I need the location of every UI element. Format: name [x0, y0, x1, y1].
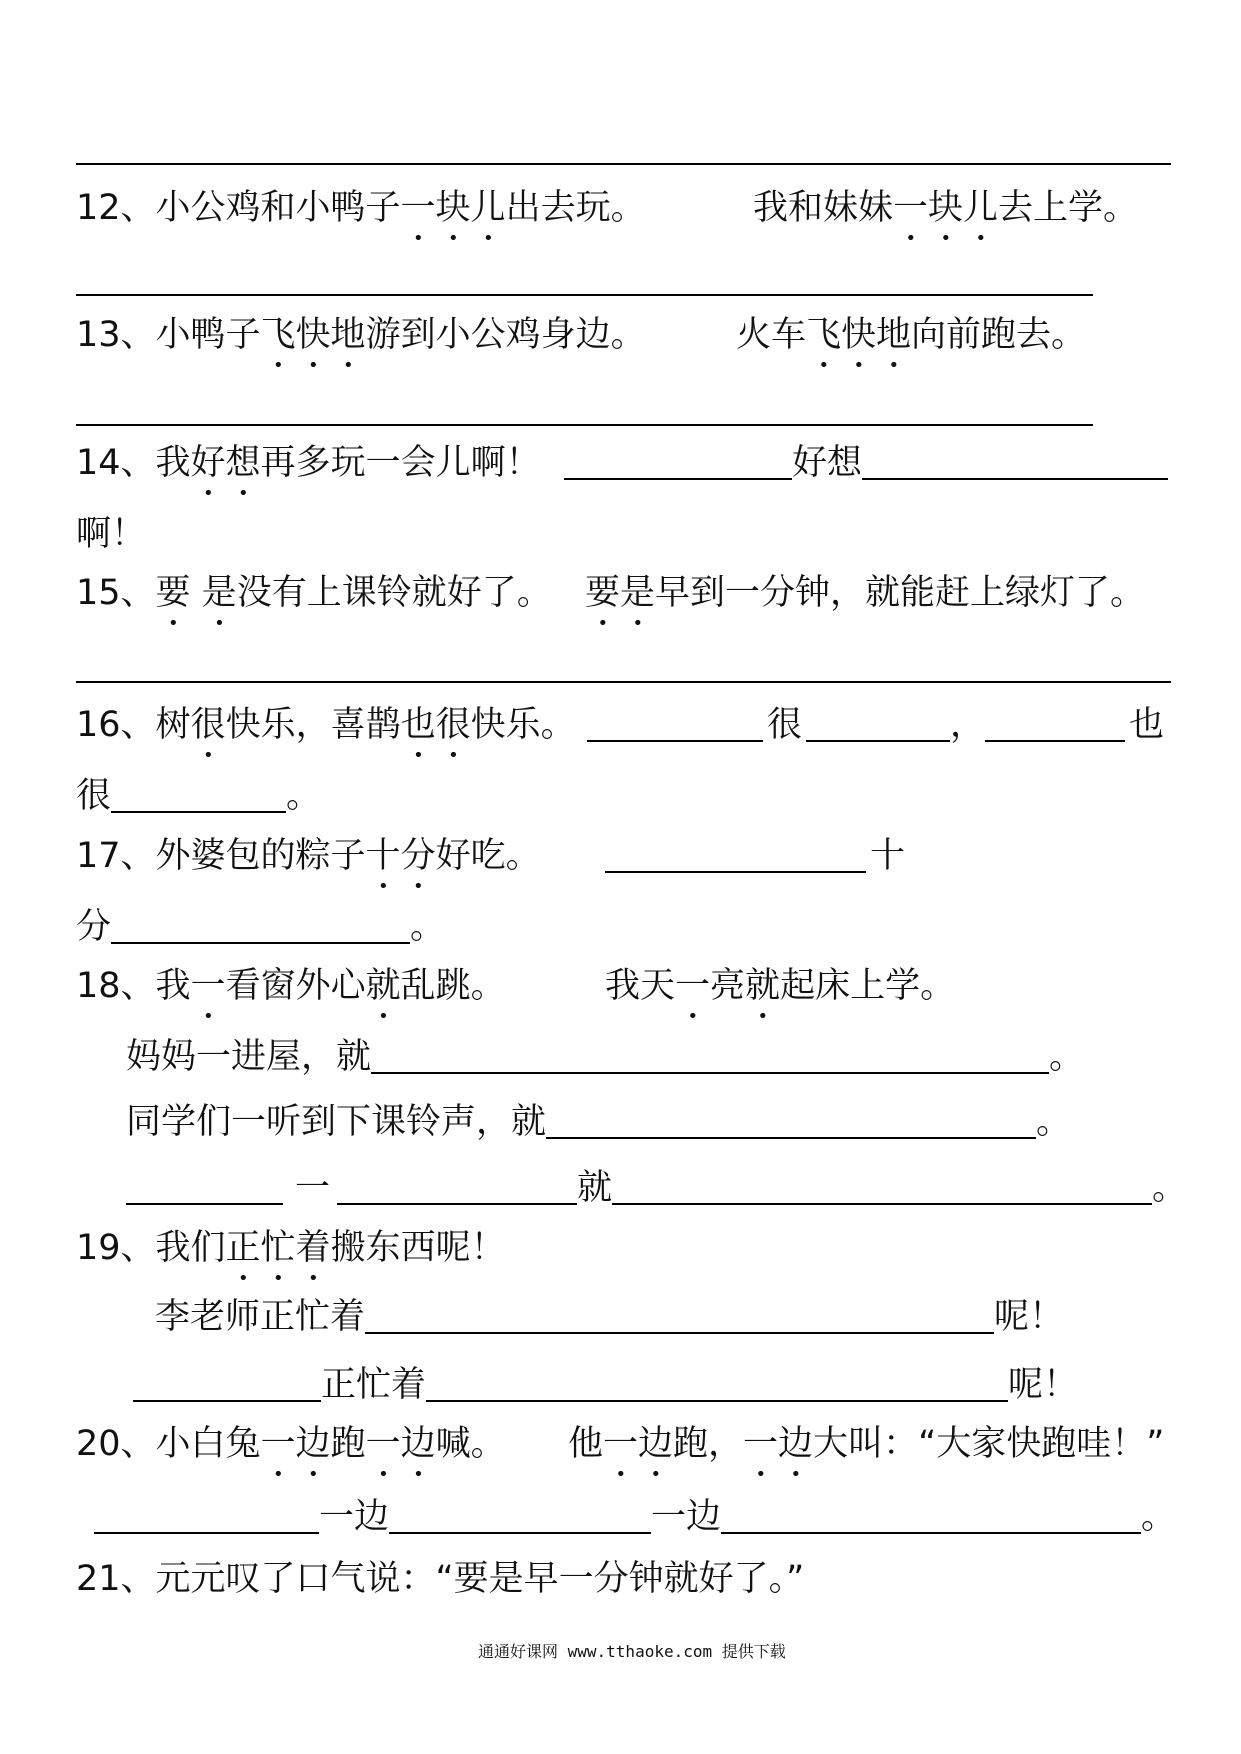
q18-prompt-text: 。	[1152, 1168, 1188, 1208]
q16-text: 16、树	[76, 705, 191, 745]
q16-prompt-text: 。	[286, 776, 322, 816]
q18-prompt-1	[126, 1035, 1084, 1079]
answer-blank	[337, 1173, 577, 1205]
q13-text: 13、小鸭子	[76, 315, 261, 355]
q20-prompt-text: 。	[1141, 1497, 1177, 1537]
answer-blank	[862, 448, 1168, 480]
answer-blank	[365, 1302, 994, 1334]
answer-blank	[721, 1502, 1141, 1534]
q20-prompt	[94, 1495, 1176, 1539]
q15-text: 没有上课铃就好了。	[236, 573, 552, 613]
answer-line	[76, 163, 1171, 165]
q16-prompt	[587, 703, 1164, 747]
q17-prompt-end	[76, 905, 445, 949]
answer-blank	[605, 841, 866, 873]
q17-sentence	[76, 834, 541, 878]
q19-prompt-text: 李老师正忙着	[155, 1297, 366, 1337]
q18-prompt-text: 就	[577, 1168, 613, 1208]
q20-text: 他	[568, 1424, 604, 1464]
q12-keyword: 一块儿	[400, 188, 506, 228]
q20-prompt-text: 一边	[319, 1497, 390, 1537]
answer-blank	[111, 781, 286, 813]
q18-prompt-text: 一	[295, 1168, 331, 1208]
q12-sentence-1	[76, 186, 646, 230]
q16-text: 快乐，喜鹊	[225, 705, 401, 745]
q18-prompt-3	[126, 1166, 1187, 1210]
q13-text: 游到小公鸡身边。	[365, 315, 646, 355]
answer-blank	[389, 1502, 651, 1534]
q20-text: 跑	[330, 1424, 366, 1464]
q19-prompt-1	[155, 1295, 1064, 1339]
q20-text: 跑，	[673, 1424, 744, 1464]
q21-sentence	[76, 1557, 804, 1601]
answer-blank	[587, 710, 763, 742]
q17-prompt-text: 分	[76, 907, 112, 947]
q16-keyword: 很	[190, 705, 226, 745]
q18-prompt-text: 。	[1049, 1037, 1085, 1077]
q17-keyword: 十分	[365, 836, 436, 876]
answer-blank	[126, 1173, 283, 1205]
q19-sentence	[76, 1226, 506, 1270]
q18-prompt-text: 妈妈一进屋，就	[126, 1037, 372, 1077]
q18-keyword: 一	[675, 966, 711, 1006]
q20-text: 喊。	[435, 1424, 506, 1464]
answer-blank	[985, 710, 1125, 742]
q16-sentence	[76, 703, 576, 747]
q14-prompt-end	[76, 512, 146, 556]
page-footer: 通通好课网 www.tthaoke.com 提供下载	[478, 1642, 786, 1661]
q19-prompt-text: 呢！	[1008, 1365, 1079, 1405]
q17-prompt-text: 。	[410, 907, 446, 947]
q14-text: 再多玩一会儿啊！	[260, 443, 541, 483]
q18-text: 我天	[605, 966, 676, 1006]
q17-prompt-text: 十	[870, 836, 906, 876]
q19-prompt-text: 呢！	[994, 1297, 1065, 1337]
q19-text: 搬东西呢！	[330, 1228, 506, 1268]
q15-text: 15、	[76, 573, 156, 613]
q20-keyword: 一边	[365, 1424, 436, 1464]
q18-text: 看窗外心	[225, 966, 366, 1006]
q19-prompt-text: 正忙着	[321, 1365, 427, 1405]
q13-sentence-2	[736, 313, 1086, 357]
q13-text: 向前跑去。	[911, 315, 1087, 355]
q14-prompt	[564, 441, 1168, 485]
q13-sentence-1	[76, 313, 646, 357]
q12-text: 出去玩。	[505, 188, 646, 228]
q14-sentence	[76, 441, 541, 485]
q20-prompt-text: 一边	[651, 1497, 722, 1537]
q18-keyword: 就	[365, 966, 401, 1006]
q16-prompt-text: 很	[767, 705, 803, 745]
q18-keyword: 就	[745, 966, 781, 1006]
q19-prompt-2	[133, 1363, 1078, 1407]
q16-keyword: 也很	[400, 705, 471, 745]
q13-keyword: 飞快地	[806, 315, 912, 355]
q20-keyword: 一边	[603, 1424, 674, 1464]
q20-keyword: 一边	[260, 1424, 331, 1464]
q20-sentence-2	[568, 1422, 1164, 1466]
answer-blank	[133, 1370, 321, 1402]
answer-line	[76, 424, 1093, 426]
q18-prompt-2	[126, 1100, 1071, 1144]
q14-keyword: 好想	[190, 443, 261, 483]
answer-blank	[371, 1042, 1049, 1074]
q20-text: 20、小白兔	[76, 1424, 261, 1464]
q12-text: 去上学。	[998, 188, 1139, 228]
answer-blank	[564, 448, 792, 480]
q16-prompt-text: 很	[76, 776, 112, 816]
q18-text: 乱跳。	[400, 966, 506, 1006]
q14-prompt-text: 啊！	[76, 514, 147, 554]
answer-blank	[612, 1173, 1152, 1205]
q12-keyword: 一块儿	[893, 188, 999, 228]
q20-keyword: 一边	[743, 1424, 814, 1464]
q14-prompt-text: 好想	[792, 443, 863, 483]
q12-sentence-2	[753, 186, 1138, 230]
q13-keyword: 飞快地	[260, 315, 366, 355]
q15-sentence-2	[585, 571, 1145, 615]
q15-sentence-1	[76, 571, 552, 615]
q19-text: 19、我们	[76, 1228, 226, 1268]
q16-prompt-text: 也	[1129, 705, 1165, 745]
answer-line	[76, 681, 1171, 683]
answer-blank	[546, 1107, 1036, 1139]
q14-text: 14、我	[76, 443, 191, 483]
q15-keyword: 要 是	[155, 573, 237, 613]
q18-text: 亮	[710, 966, 746, 1006]
q19-keyword: 正忙着	[225, 1228, 331, 1268]
q18-prompt-text: 。	[1036, 1102, 1072, 1142]
q12-text: 我和妹妹	[753, 188, 894, 228]
q15-keyword: 要是	[585, 573, 656, 613]
answer-line	[76, 294, 1093, 296]
answer-blank	[806, 710, 950, 742]
q18-sentence-1	[76, 964, 506, 1008]
q16-text: 快乐。	[470, 705, 576, 745]
q21-text: 21、元元叹了口气说：“要是早一分钟就好了。”	[76, 1559, 805, 1599]
q18-keyword: 一	[190, 966, 226, 1006]
q20-sentence-1	[76, 1422, 506, 1466]
q17-prompt	[605, 834, 905, 878]
q15-text: 早到一分钟，就能赶上绿灯了。	[655, 573, 1146, 613]
q20-text: 大叫：“大家快跑哇！”	[813, 1424, 1165, 1464]
q13-text: 火车	[736, 315, 807, 355]
q16-prompt-end	[76, 774, 321, 818]
q17-text: 17、外婆包的粽子	[76, 836, 366, 876]
answer-blank	[94, 1502, 319, 1534]
answer-blank	[111, 912, 410, 944]
q18-prompt-text: 同学们一听到下课铃声，就	[126, 1102, 547, 1142]
q18-text: 18、我	[76, 966, 191, 1006]
answer-blank	[426, 1370, 1008, 1402]
q18-text: 起床上学。	[780, 966, 956, 1006]
q17-text: 好吃。	[435, 836, 541, 876]
q12-text: 12、小公鸡和小鸭子	[76, 188, 401, 228]
q16-prompt-text: ，	[950, 705, 986, 745]
q18-sentence-2	[605, 964, 955, 1008]
